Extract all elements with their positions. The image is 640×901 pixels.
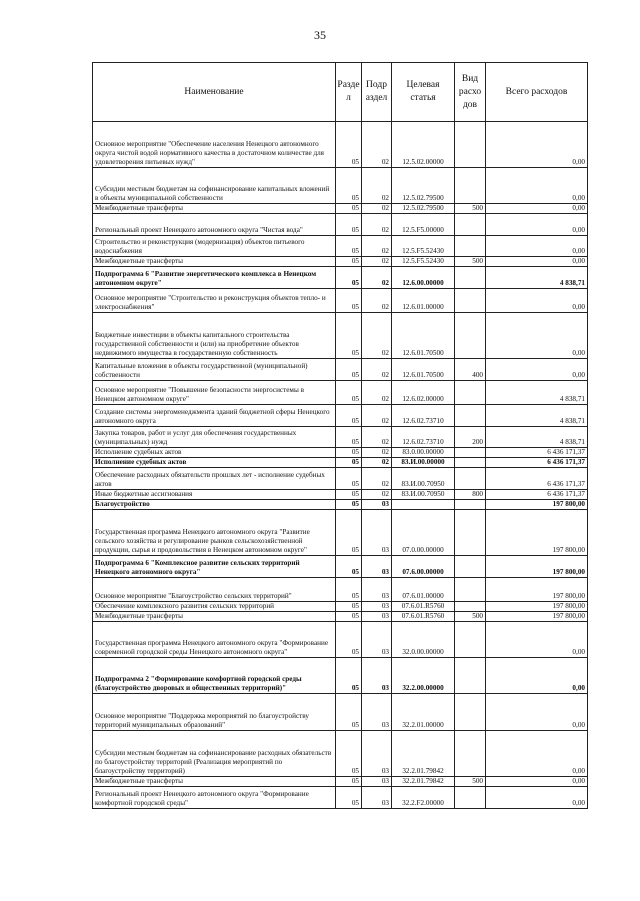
- row-name-cell: Подпрограмма 2 "Формирование комфортной городской среды (благоустройство дворовых и общественных территорий)": [93, 658, 336, 694]
- row-expense-type-cell: [455, 405, 486, 427]
- row-expense-type-cell: 400: [455, 359, 486, 381]
- table-row: [93, 359, 588, 381]
- row-podrazdel-cell: 02: [362, 381, 392, 405]
- row-razdel-cell: 05: [336, 578, 362, 602]
- row-razdel-cell: 05: [336, 257, 362, 267]
- table-row: [93, 500, 588, 510]
- row-target-article-cell: 12.5.F5.52430: [392, 236, 455, 257]
- row-podrazdel-cell: 03: [362, 578, 392, 602]
- row-podrazdel-cell: 02: [362, 490, 392, 500]
- row-name-cell: Межбюджетные трансферты: [93, 612, 336, 622]
- row-expense-type-cell: 800: [455, 490, 486, 500]
- row-name-cell: Региональный проект Ненецкого автономного округа "Формирование комфортной городской среды": [93, 787, 336, 809]
- row-razdel-cell: 05: [336, 458, 362, 468]
- row-name-cell: Подпрограмма 6 "Комплексное развитие сельских территорий Ненецкого автономного округа": [93, 556, 336, 578]
- row-expense-type-cell: [455, 602, 486, 612]
- row-total-cell: 0,00: [486, 204, 588, 214]
- row-razdel-cell: 05: [336, 267, 362, 289]
- row-target-article-cell: 32.2.01.79842: [392, 777, 455, 787]
- header-podrazdel: Подр аздел: [362, 63, 392, 122]
- row-podrazdel-cell: 02: [362, 458, 392, 468]
- table-row: [93, 556, 588, 578]
- row-name-cell: Субсидии местным бюджетам на софинансирование расходных обязательств по благоустройству территорий (Реализация мероприятий по благоустройству территорий): [93, 731, 336, 777]
- row-razdel-cell: 05: [336, 204, 362, 214]
- row-target-article-cell: 07.6.01.00000: [392, 578, 455, 602]
- row-target-article-cell: 32.2.00.00000: [392, 658, 455, 694]
- row-expense-type-cell: [455, 289, 486, 313]
- row-podrazdel-cell: 03: [362, 602, 392, 612]
- row-total-cell: 0,00: [486, 289, 588, 313]
- row-razdel-cell: 05: [336, 490, 362, 500]
- row-total-cell: 4 838,71: [486, 381, 588, 405]
- row-name-cell: Межбюджетные трансферты: [93, 777, 336, 787]
- row-target-article-cell: 12.6.02.00000: [392, 381, 455, 405]
- table-row: [93, 458, 588, 468]
- row-total-cell: 4 838,71: [486, 267, 588, 289]
- row-podrazdel-cell: 02: [362, 236, 392, 257]
- row-expense-type-cell: 500: [455, 777, 486, 787]
- table-row: [93, 289, 588, 313]
- row-razdel-cell: 05: [336, 381, 362, 405]
- row-total-cell: 6 436 171,37: [486, 458, 588, 468]
- row-expense-type-cell: 500: [455, 204, 486, 214]
- row-total-cell: 6 436 171,37: [486, 490, 588, 500]
- row-expense-type-cell: [455, 787, 486, 809]
- row-expense-type-cell: 200: [455, 427, 486, 448]
- row-total-cell: 0,00: [486, 777, 588, 787]
- row-razdel-cell: 05: [336, 289, 362, 313]
- row-target-article-cell: 32.0.00.00000: [392, 622, 455, 658]
- row-total-cell: 0,00: [486, 359, 588, 381]
- row-name-cell: Региональный проект Ненецкого автономного округа "Чистая вода": [93, 214, 336, 236]
- row-razdel-cell: 05: [336, 622, 362, 658]
- table-row: [93, 405, 588, 427]
- row-podrazdel-cell: 02: [362, 122, 392, 168]
- row-target-article-cell: 12.5.02.79500: [392, 204, 455, 214]
- row-expense-type-cell: [455, 556, 486, 578]
- row-expense-type-cell: [455, 448, 486, 458]
- table-row: [93, 468, 588, 490]
- row-name-cell: Основное мероприятие "Повышение безопасности энергосистемы в Ненецком автономном округе": [93, 381, 336, 405]
- table-row: [93, 381, 588, 405]
- table-row: [93, 731, 588, 777]
- row-name-cell: Создание системы энергоменеджмента зданий бюджетной сферы Ненецкого автономного округа: [93, 405, 336, 427]
- row-podrazdel-cell: 02: [362, 468, 392, 490]
- row-total-cell: 0,00: [486, 731, 588, 777]
- table-row: [93, 612, 588, 622]
- row-target-article-cell: 32.2.01.79842: [392, 731, 455, 777]
- row-expense-type-cell: [455, 468, 486, 490]
- row-razdel-cell: 05: [336, 556, 362, 578]
- row-expense-type-cell: [455, 622, 486, 658]
- row-total-cell: 0,00: [486, 658, 588, 694]
- row-total-cell: 197 800,00: [486, 500, 588, 510]
- row-total-cell: 0,00: [486, 122, 588, 168]
- row-podrazdel-cell: 02: [362, 313, 392, 359]
- row-name-cell: Исполнение судебных актов: [93, 448, 336, 458]
- row-target-article-cell: 12.6.02.73710: [392, 405, 455, 427]
- row-total-cell: 197 800,00: [486, 578, 588, 602]
- row-target-article-cell: 32.2.01.00000: [392, 694, 455, 731]
- row-podrazdel-cell: 02: [362, 267, 392, 289]
- table-row: [93, 777, 588, 787]
- row-razdel-cell: 05: [336, 168, 362, 204]
- row-podrazdel-cell: 03: [362, 787, 392, 809]
- row-razdel-cell: 05: [336, 500, 362, 510]
- row-expense-type-cell: [455, 168, 486, 204]
- row-podrazdel-cell: 02: [362, 405, 392, 427]
- table-row: [93, 214, 588, 236]
- row-target-article-cell: 07.6.00.00000: [392, 556, 455, 578]
- row-razdel-cell: 05: [336, 214, 362, 236]
- row-razdel-cell: 05: [336, 777, 362, 787]
- row-podrazdel-cell: 02: [362, 359, 392, 381]
- row-name-cell: Благоустройство: [93, 500, 336, 510]
- row-target-article-cell: 12.5.F5.52430: [392, 257, 455, 267]
- row-expense-type-cell: 500: [455, 612, 486, 622]
- row-name-cell: Субсидии местным бюджетам на софинансирование капитальных вложений в объекты муниципальной собственности: [93, 168, 336, 204]
- table-row: [93, 602, 588, 612]
- row-total-cell: 4 838,71: [486, 405, 588, 427]
- row-expense-type-cell: [455, 578, 486, 602]
- header-razdel: Разде л: [336, 63, 362, 122]
- row-total-cell: 0,00: [486, 694, 588, 731]
- row-name-cell: Основное мероприятие "Обеспечение населения Ненецкого автономного округа чистой водой нормативного качества в достаточном количестве для удовлетворения питьевых нужд": [93, 122, 336, 168]
- table-body: [93, 122, 588, 809]
- row-razdel-cell: 05: [336, 359, 362, 381]
- table-row: [93, 313, 588, 359]
- row-target-article-cell: 83.И.00.00000: [392, 458, 455, 468]
- row-expense-type-cell: [455, 236, 486, 257]
- table-row: [93, 257, 588, 267]
- table-row: [93, 622, 588, 658]
- row-total-cell: 197 800,00: [486, 612, 588, 622]
- row-target-article-cell: 12.5.F5.00000: [392, 214, 455, 236]
- row-target-article-cell: 12.6.02.73710: [392, 427, 455, 448]
- row-name-cell: Бюджетные инвестиции в объекты капитального строительства государственной собственности и (или) на приобретение объектов недвижимого имущества в государственную собственность: [93, 313, 336, 359]
- row-target-article-cell: 32.2.F2.00000: [392, 787, 455, 809]
- row-target-article-cell: 12.5.02.00000: [392, 122, 455, 168]
- table-row: [93, 658, 588, 694]
- row-podrazdel-cell: 02: [362, 427, 392, 448]
- table-row: [93, 267, 588, 289]
- table-row: [93, 427, 588, 448]
- header-target-article: Целевая статья: [392, 63, 455, 122]
- row-razdel-cell: 05: [336, 468, 362, 490]
- row-expense-type-cell: [455, 381, 486, 405]
- row-name-cell: Государственная программа Ненецкого автономного округа "Развитие сельского хозяйства и регулирование рынков сельскохозяйственной продукции, сырья и продовольствия в Ненецком автономном округе": [93, 510, 336, 556]
- row-name-cell: Строительство и реконструкция (модернизация) объектов питьевого водоснабжения: [93, 236, 336, 257]
- row-podrazdel-cell: 03: [362, 694, 392, 731]
- row-total-cell: 0,00: [486, 257, 588, 267]
- row-razdel-cell: 05: [336, 731, 362, 777]
- row-name-cell: Иные бюджетные ассигнования: [93, 490, 336, 500]
- row-name-cell: Межбюджетные трансферты: [93, 257, 336, 267]
- row-podrazdel-cell: 03: [362, 612, 392, 622]
- row-target-article-cell: 12.6.01.00000: [392, 289, 455, 313]
- row-razdel-cell: 05: [336, 658, 362, 694]
- row-razdel-cell: 05: [336, 236, 362, 257]
- table-row: [93, 448, 588, 458]
- row-target-article-cell: 07.6.01.R5760: [392, 602, 455, 612]
- row-name-cell: Обеспечение комплексного развития сельских территорий: [93, 602, 336, 612]
- row-total-cell: 0,00: [486, 622, 588, 658]
- row-target-article-cell: 83.И.00.70950: [392, 490, 455, 500]
- row-target-article-cell: 07.6.01.R5760: [392, 612, 455, 622]
- row-expense-type-cell: [455, 731, 486, 777]
- row-expense-type-cell: [455, 267, 486, 289]
- row-name-cell: Основное мероприятие "Поддержка мероприятий по благоустройству территорий муниципальных образований": [93, 694, 336, 731]
- row-razdel-cell: 05: [336, 427, 362, 448]
- row-expense-type-cell: [455, 658, 486, 694]
- row-razdel-cell: 05: [336, 602, 362, 612]
- row-target-article-cell: 83.И.00.70950: [392, 468, 455, 490]
- table-row: [93, 510, 588, 556]
- row-podrazdel-cell: 02: [362, 204, 392, 214]
- row-total-cell: 6 436 171,37: [486, 468, 588, 490]
- row-name-cell: Межбюджетные трансферты: [93, 204, 336, 214]
- row-podrazdel-cell: 03: [362, 658, 392, 694]
- row-podrazdel-cell: 02: [362, 214, 392, 236]
- table-row: [93, 236, 588, 257]
- table-row: [93, 694, 588, 731]
- row-target-article-cell: 83.0.00.00000: [392, 448, 455, 458]
- row-podrazdel-cell: 02: [362, 168, 392, 204]
- row-total-cell: 0,00: [486, 787, 588, 809]
- row-total-cell: 0,00: [486, 214, 588, 236]
- table-header-row: [93, 63, 588, 122]
- row-name-cell: Подпрограмма 6 "Развитие энергетического комплекса в Ненецком автономном округе": [93, 267, 336, 289]
- row-razdel-cell: 05: [336, 787, 362, 809]
- row-podrazdel-cell: 03: [362, 777, 392, 787]
- row-expense-type-cell: [455, 214, 486, 236]
- row-podrazdel-cell: 02: [362, 257, 392, 267]
- row-podrazdel-cell: 03: [362, 510, 392, 556]
- row-expense-type-cell: 500: [455, 257, 486, 267]
- row-razdel-cell: 05: [336, 510, 362, 556]
- row-total-cell: 4 838,71: [486, 427, 588, 448]
- header-expense-type: Вид расхо дов: [455, 63, 486, 122]
- row-name-cell: Основное мероприятие "Строительство и реконструкция объектов тепло- и электроснабжения": [93, 289, 336, 313]
- row-target-article-cell: 07.0.00.00000: [392, 510, 455, 556]
- row-name-cell: Капитальные вложения в объекты государственной (муниципальной) собственности: [93, 359, 336, 381]
- header-total-expenses: Всего расходов: [486, 63, 588, 122]
- row-expense-type-cell: [455, 458, 486, 468]
- row-total-cell: 6 436 171,37: [486, 448, 588, 458]
- row-total-cell: 197 800,00: [486, 510, 588, 556]
- row-total-cell: 197 800,00: [486, 556, 588, 578]
- row-expense-type-cell: [455, 694, 486, 731]
- row-podrazdel-cell: 02: [362, 448, 392, 458]
- row-total-cell: 0,00: [486, 168, 588, 204]
- row-name-cell: Основное мероприятие "Благоустройство сельских территорий": [93, 578, 336, 602]
- row-podrazdel-cell: 02: [362, 289, 392, 313]
- row-expense-type-cell: [455, 510, 486, 556]
- row-razdel-cell: 05: [336, 694, 362, 731]
- row-name-cell: Государственная программа Ненецкого автономного округа "Формирование современной городской среды Ненецкого автономного округа": [93, 622, 336, 658]
- row-razdel-cell: 05: [336, 313, 362, 359]
- table-row: [93, 122, 588, 168]
- row-expense-type-cell: [455, 313, 486, 359]
- row-target-article-cell: [392, 500, 455, 510]
- table-row: [93, 204, 588, 214]
- row-razdel-cell: 05: [336, 405, 362, 427]
- row-podrazdel-cell: 03: [362, 731, 392, 777]
- row-total-cell: 0,00: [486, 236, 588, 257]
- row-expense-type-cell: [455, 122, 486, 168]
- header-name: Наименование: [93, 63, 336, 122]
- row-razdel-cell: 05: [336, 448, 362, 458]
- row-target-article-cell: 12.5.02.79500: [392, 168, 455, 204]
- row-podrazdel-cell: 03: [362, 556, 392, 578]
- row-podrazdel-cell: 03: [362, 622, 392, 658]
- row-razdel-cell: 05: [336, 122, 362, 168]
- row-expense-type-cell: [455, 500, 486, 510]
- table-row: [93, 578, 588, 602]
- table-row: [93, 168, 588, 204]
- row-name-cell: Обеспечение расходных обязательств прошлых лет - исполнение судебных актов: [93, 468, 336, 490]
- budget-table: [92, 62, 588, 809]
- table-row: [93, 787, 588, 809]
- row-razdel-cell: 05: [336, 612, 362, 622]
- row-name-cell: Закупка товаров, работ и услуг для обеспечения государственных (муниципальных) нужд: [93, 427, 336, 448]
- table-row: [93, 490, 588, 500]
- row-target-article-cell: 12.6.00.00000: [392, 267, 455, 289]
- row-podrazdel-cell: 03: [362, 500, 392, 510]
- page-number: 35: [314, 28, 326, 42]
- row-name-cell: Исполнение судебных актов: [93, 458, 336, 468]
- row-total-cell: 197 800,00: [486, 602, 588, 612]
- row-total-cell: 0,00: [486, 313, 588, 359]
- row-target-article-cell: 12.6.01.70500: [392, 359, 455, 381]
- row-target-article-cell: 12.6.01.70500: [392, 313, 455, 359]
